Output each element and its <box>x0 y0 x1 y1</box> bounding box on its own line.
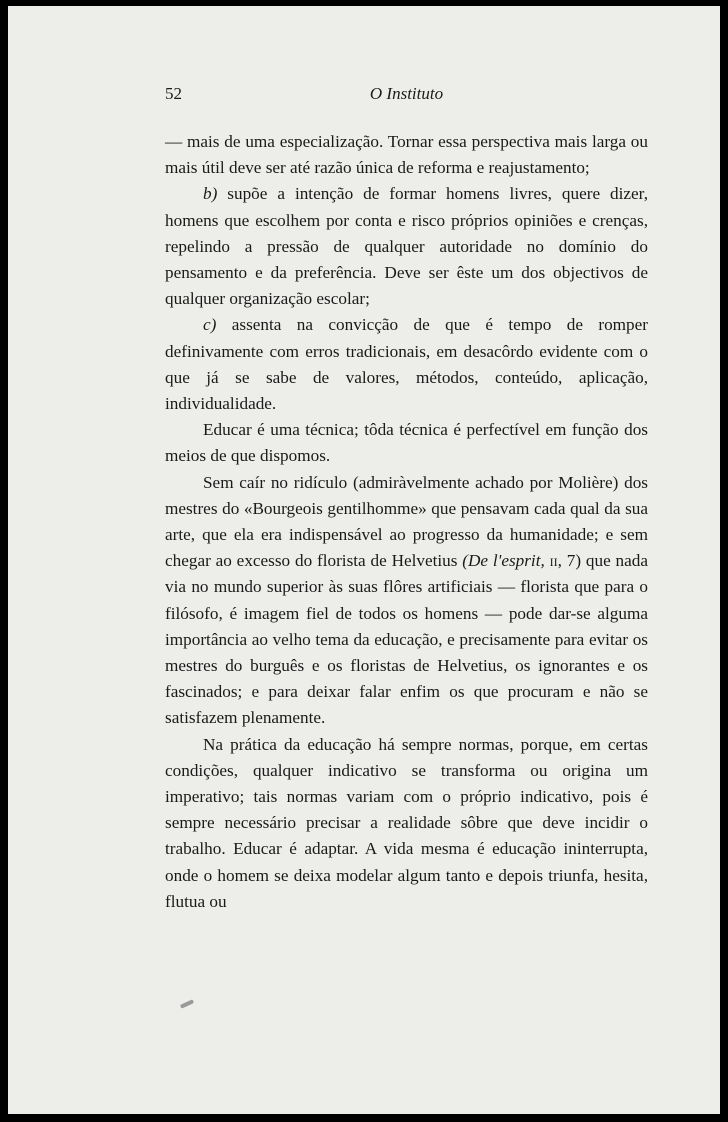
text-segment: assenta na convicção de que é tempo de romper definivamente com erros tradicionais, em desacôrdo evidente com o que já se sabe de valores, métodos, conteúdo, aplicação, individualidade. <box>165 315 648 414</box>
text-segment: (De l'esprit, <box>462 551 545 571</box>
text-segment: b) <box>203 184 218 204</box>
text-segment: ii <box>549 551 558 571</box>
page-number: 52 <box>165 84 182 103</box>
paragraph-p6 <box>165 732 648 915</box>
body-text <box>165 129 648 915</box>
running-title: O Instituto <box>369 84 444 103</box>
book-page <box>8 6 720 1114</box>
paragraph-p2 <box>165 181 648 312</box>
paragraph-p5 <box>165 470 648 732</box>
paragraph-p3 <box>165 312 648 417</box>
text-segment: — mais de uma especialização. Tornar essa perspectiva mais larga ou mais útil deve ser até razão única de reforma e reajustamento; <box>165 132 648 178</box>
text-segment: Sem caír no ridículo (admiràvelmente achado por Molière) dos mestres do «Bourgeois gentilhomme» que pensavam cada qual da sua arte, que ela era indispensável ao progresso da humanidade; e sem chegar ao excesso do florista de Helvetius <box>165 472 648 571</box>
paragraph-p4 <box>165 417 648 469</box>
text-segment: Na prática da educação há sempre normas, porque, em certas condições, qualquer indicativo se transforma ou origina um imperativo; tais normas variam com o próprio indicativo, pois é sempre necessário precisar a realidade sôbre que deve incidir o trabalho. Educar é adaptar. A vida mesma é educação ininterrupta, onde o homem se deixa modelar algum tanto e depois triunfa, hesita, flutua ou <box>165 734 648 911</box>
ink-mark <box>180 999 194 1009</box>
text-segment: , 7) que nada via no mundo superior às suas flôres artificiais — florista que para o filósofo, é imagem fiel de todos os homens — pode dar-se alguma importância ao velho tema da educação, e precisamente para evitar os mestres do burguês e os floristas de Helvetius, os ignorantes e os fascinados; e para deixar falar enfim os que procuram e não se satisfazem plenamente. <box>165 551 649 728</box>
text-segment: c) <box>203 315 217 335</box>
text-segment: supõe a intenção de formar homens livres, quere dizer, homens que escolhem por conta e risco próprios opiniões e crenças, repelindo a pressão de qualquer autoridade no domínio do pensamento e da preferência. Deve ser êste um dos objectivos de qualquer organização escolar; <box>165 184 648 309</box>
page-header <box>165 84 648 108</box>
paragraph-p1 <box>165 129 648 181</box>
text-segment: Educar é uma técnica; tôda técnica é perfectível em função dos meios de que dispomos. <box>165 420 648 466</box>
